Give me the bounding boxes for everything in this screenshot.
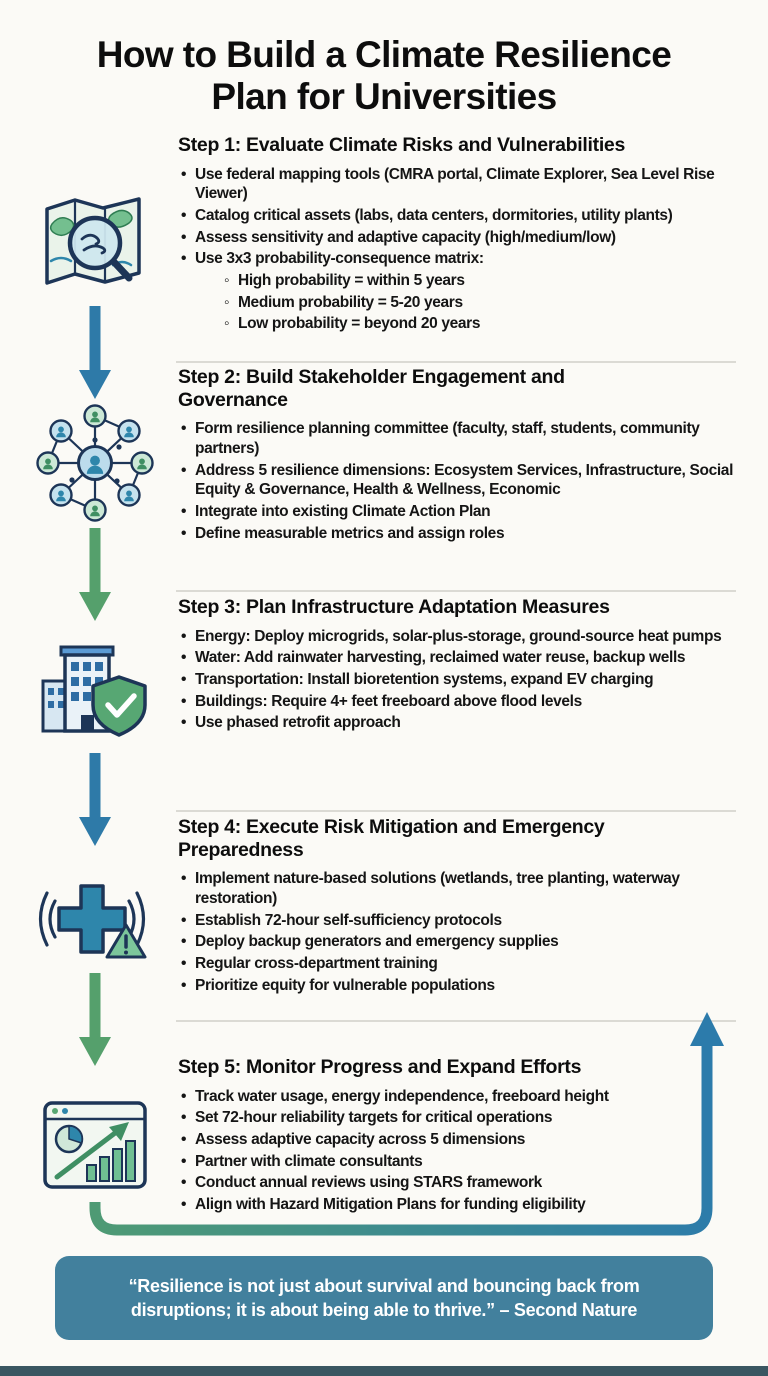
bullet-item: • Assess sensitivity and adaptive capacity (high/medium/low) bbox=[178, 228, 738, 248]
bullet-item: • Catalog critical assets (labs, data centers, dormitories, utility plants) bbox=[178, 206, 738, 226]
step-2-bullet-list bbox=[178, 419, 738, 543]
step-1-heading: Step 1: Evaluate Climate Risks and Vulnerabilities bbox=[178, 134, 626, 156]
section-divider-3 bbox=[176, 810, 736, 812]
bullet-item: • Buildings: Require 4+ feet freeboard above flood levels bbox=[178, 692, 738, 712]
bullet-item: • Conduct annual reviews using STARS framework bbox=[178, 1173, 738, 1193]
bullet-item: • Integrate into existing Climate Action Plan bbox=[178, 502, 738, 522]
bullet-item: • Use phased retrofit approach bbox=[178, 713, 738, 733]
stakeholder-network-icon bbox=[35, 402, 155, 524]
section-divider-1 bbox=[176, 361, 736, 363]
bullet-item: • Regular cross-department training bbox=[178, 954, 738, 974]
step-3-section bbox=[178, 596, 738, 735]
bullet-item: • Partner with climate consultants bbox=[178, 1152, 738, 1172]
sub-bullet-item: ◦ Low probability = beyond 20 years bbox=[221, 314, 738, 334]
bullet-text: Use 3x3 probability-consequence matrix: bbox=[195, 250, 484, 268]
down-arrow-icon-2 bbox=[73, 526, 117, 622]
bullet-item: • Set 72-hour reliability targets for critical operations bbox=[178, 1108, 738, 1128]
step-3-heading: Step 3: Plan Infrastructure Adaptation Measures bbox=[178, 596, 610, 618]
bullet-item: • Track water usage, energy independence, freeboard height bbox=[178, 1087, 738, 1107]
down-arrow-icon-1 bbox=[73, 304, 117, 400]
emergency-alert-cross-icon bbox=[35, 856, 155, 978]
bullet-item: • Assess adaptive capacity across 5 dimensions bbox=[178, 1130, 738, 1150]
quote-text: “Resilience is not just about survival and bouncing back from disruptions; it is about being able to thrive.” – Second Nature bbox=[128, 1275, 640, 1320]
bullet-item: • Water: Add rainwater harvesting, reclaimed water reuse, backup wells bbox=[178, 648, 738, 668]
bullet-item: • Implement nature-based solutions (wetlands, tree planting, waterway restoration) bbox=[178, 869, 738, 908]
sub-bullet-item: ◦ High probability = within 5 years bbox=[221, 271, 738, 291]
bullet-item: • Align with Hazard Mitigation Plans for funding eligibility bbox=[178, 1195, 738, 1215]
step-1-sub-bullet-list bbox=[221, 271, 738, 334]
bullet-item: • Establish 72-hour self-sufficiency protocols bbox=[178, 911, 738, 931]
quote-banner bbox=[55, 1256, 713, 1340]
bullet-item: • Deploy backup generators and emergency supplies bbox=[178, 932, 738, 952]
step-2-heading: Step 2: Build Stakeholder Engagement and Governance bbox=[178, 366, 565, 411]
step-5-heading: Step 5: Monitor Progress and Expand Efforts bbox=[178, 1056, 582, 1078]
step-4-heading: Step 4: Execute Risk Mitigation and Emergency Preparedness bbox=[178, 816, 605, 861]
building-shield-icon bbox=[35, 628, 155, 750]
step-3-bullet-list bbox=[178, 627, 738, 733]
bullet-item: • Prioritize equity for vulnerable populations bbox=[178, 976, 738, 996]
bullet-item: • Transportation: Install bioretention systems, expand EV charging bbox=[178, 670, 738, 690]
footer-accent-bar bbox=[0, 1366, 768, 1376]
down-arrow-icon-3 bbox=[73, 751, 117, 847]
climate-map-magnifier-icon bbox=[35, 180, 155, 302]
bullet-item: • Define measurable metrics and assign roles bbox=[178, 524, 738, 544]
page-title bbox=[0, 34, 768, 118]
step-1-section bbox=[178, 134, 738, 336]
step-4-section bbox=[178, 816, 738, 997]
page-title-line-2: Plan for Universities bbox=[211, 76, 557, 118]
bullet-item: • Address 5 resilience dimensions: Ecosystem Services, Infrastructure, Social Equity & Governance, Health & Wellness, Economic bbox=[178, 461, 738, 500]
page-title-line-1: How to Build a Climate Resilience bbox=[96, 34, 672, 75]
sub-bullet-item: ◦ Medium probability = 5-20 years bbox=[221, 293, 738, 313]
bullet-item: • Use federal mapping tools (CMRA portal, Climate Explorer, Sea Level Rise Viewer) bbox=[178, 165, 738, 204]
bullet-item: • Energy: Deploy microgrids, solar-plus-storage, ground-source heat pumps bbox=[178, 627, 738, 647]
bullet-item bbox=[178, 249, 738, 334]
step-2-section bbox=[178, 366, 738, 545]
step-1-bullet-list bbox=[178, 165, 738, 334]
step-4-bullet-list bbox=[178, 869, 738, 995]
section-divider-2 bbox=[176, 590, 736, 592]
cycle-feedback-arrow-icon bbox=[40, 1002, 740, 1250]
bullet-item: • Form resilience planning committee (faculty, staff, students, community partners) bbox=[178, 419, 738, 458]
